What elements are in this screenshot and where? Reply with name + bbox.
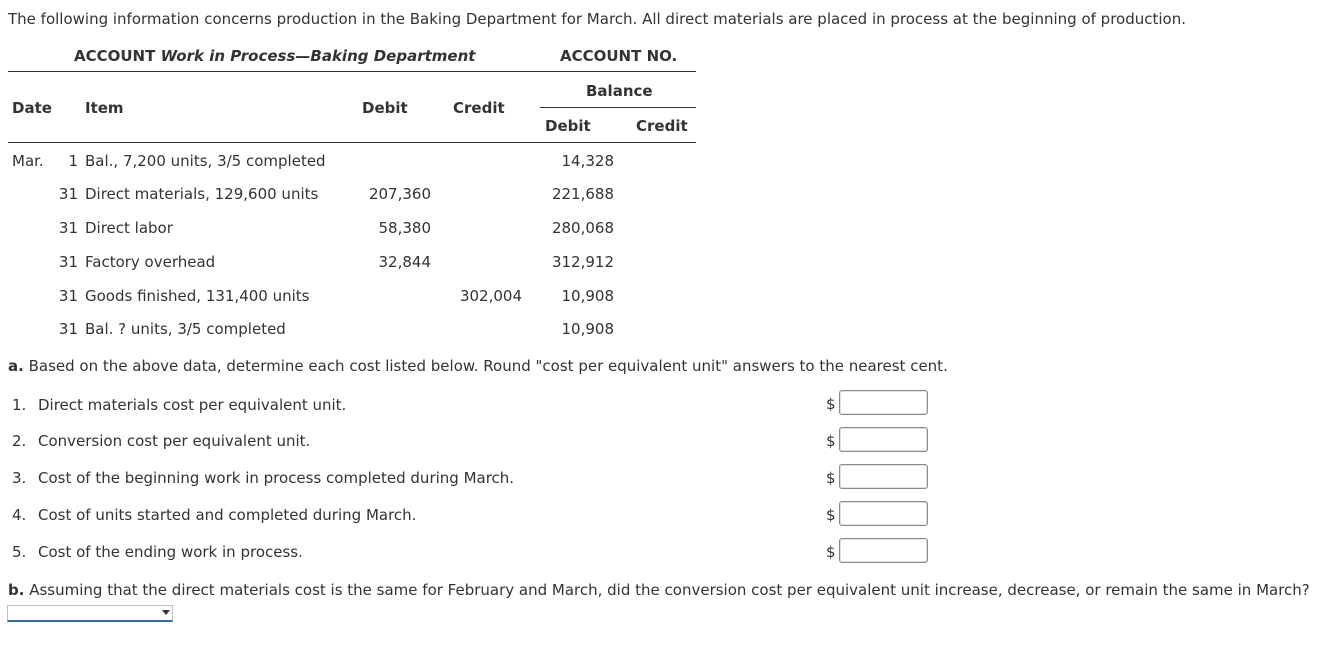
question-text: Cost of units started and completed during March. — [38, 506, 417, 524]
intro-text: The following information concerns production in the Baking Department for March. All direct materials are placed in process at the beginning of production. — [8, 10, 1186, 28]
account-number-label: ACCOUNT NO. — [560, 47, 678, 65]
row-item: Direct materials, 129,600 units — [85, 185, 319, 203]
answer-input-3[interactable] — [839, 464, 928, 489]
answer-input-2[interactable] — [839, 427, 928, 452]
part-b-label: b. — [8, 581, 25, 599]
question-text: Cost of the beginning work in process completed during March. — [38, 469, 515, 487]
row-day: 31 — [58, 287, 78, 305]
table-top-rule — [8, 71, 696, 72]
row-day: 31 — [58, 185, 78, 203]
balance-rule — [540, 107, 696, 108]
header-bottom-rule — [8, 142, 696, 143]
dollar-sign: $ — [826, 543, 836, 561]
question-number: 4. — [12, 506, 27, 524]
question-number: 2. — [12, 432, 27, 450]
question-number: 5. — [12, 543, 27, 561]
question-text: Cost of the ending work in process. — [38, 543, 303, 561]
row-item: Bal., 7,200 units, 3/5 completed — [85, 152, 326, 170]
part-b-text: Assuming that the direct materials cost is the same for February and March, did the conversion cost per equivalent unit increase, decrease, or remain the same in March? — [29, 581, 1310, 599]
question-text: Conversion cost per equivalent unit. — [38, 432, 311, 450]
dollar-sign: $ — [826, 506, 836, 524]
row-debit: 32,844 — [378, 253, 431, 271]
header-credit: Credit — [453, 99, 505, 117]
row-item: Factory overhead — [85, 253, 216, 271]
row-debit: 58,380 — [378, 219, 431, 237]
answer-input-5[interactable] — [839, 538, 928, 563]
row-balance: 10,908 — [561, 320, 614, 338]
row-balance: 280,068 — [551, 219, 614, 237]
row-balance: 312,912 — [551, 253, 614, 271]
row-item: Goods finished, 131,400 units — [85, 287, 310, 305]
row-item: Bal. ? units, 3/5 completed — [85, 320, 286, 338]
answer-dropdown[interactable] — [7, 605, 173, 622]
row-day: 31 — [58, 253, 78, 271]
question-number: 3. — [12, 469, 27, 487]
account-title-prefix: ACCOUNT — [74, 47, 156, 65]
header-item: Item — [85, 99, 124, 117]
dollar-sign: $ — [826, 469, 836, 487]
header-date: Date — [12, 99, 52, 117]
month-label: Mar. — [12, 152, 44, 170]
header-balance: Balance — [586, 82, 653, 100]
header-debit: Debit — [362, 99, 408, 117]
row-balance: 10,908 — [561, 287, 614, 305]
part-a-text: Based on the above data, determine each cost listed below. Round "cost per equivalent unit" answers to the nearest cent. — [28, 357, 948, 375]
part-b-question — [8, 581, 1310, 599]
row-day: 31 — [58, 219, 78, 237]
row-debit: 207,360 — [368, 185, 431, 203]
part-a-label: a. — [8, 357, 24, 375]
dollar-sign: $ — [826, 432, 836, 450]
question-number: 1. — [12, 396, 27, 414]
dropdown-arrow-icon — [162, 610, 170, 615]
answer-input-4[interactable] — [839, 501, 928, 526]
row-balance: 221,688 — [551, 185, 614, 203]
row-item: Direct labor — [85, 219, 173, 237]
answer-input-1[interactable] — [839, 390, 928, 415]
row-credit: 302,004 — [459, 287, 522, 305]
account-title-name: Work in Process—Baking Department — [160, 47, 476, 65]
header-balance-credit: Credit — [636, 117, 688, 135]
row-day: 31 — [58, 320, 78, 338]
header-balance-debit: Debit — [545, 117, 591, 135]
question-text: Direct materials cost per equivalent unit. — [38, 396, 347, 414]
part-a-instruction — [8, 357, 948, 375]
dollar-sign: $ — [826, 395, 836, 413]
row-day: 1 — [68, 152, 78, 170]
account-title — [74, 47, 475, 65]
row-balance: 14,328 — [561, 152, 614, 170]
